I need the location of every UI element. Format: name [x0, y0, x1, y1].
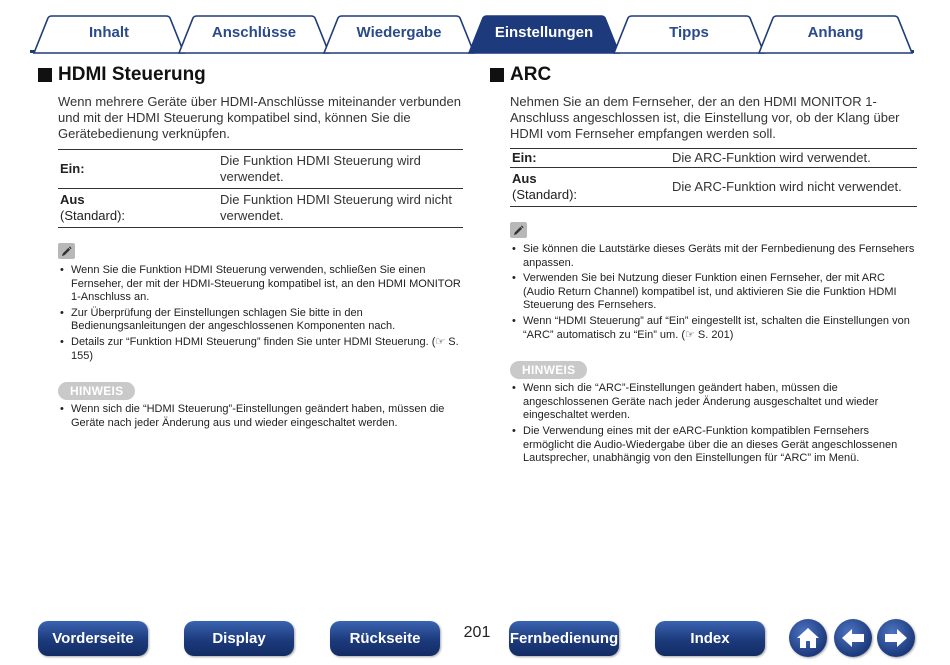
back-button[interactable] — [834, 619, 872, 657]
list-item: • Wenn sich die “ARC”-Einstellungen geändert haben, müssen die angeschlossenen Geräte nach jeder Änderung ausgeschaltet und wieder eingeschaltet werden. — [512, 382, 917, 423]
list-item: • Sie können die Lautstärke dieses Geräts mit der Fernbedienung des Fernsehers anpassen. — [512, 243, 917, 270]
tab-label: Inhalt — [89, 24, 129, 41]
section-hdmi-steuerung — [38, 64, 463, 432]
pencil-icon — [58, 243, 75, 259]
notes-list — [60, 264, 463, 363]
hinweis-list — [60, 403, 463, 430]
option-value: Die ARC-Funktion wird nicht verwendet. — [672, 179, 902, 194]
option-key: Aus — [60, 192, 85, 207]
option-key-sub: (Standard): — [60, 208, 126, 223]
option-value: Die ARC-Funktion wird verwendet. — [672, 150, 871, 165]
tab-label: Anhang — [807, 24, 864, 41]
section-title: ARC — [510, 64, 552, 85]
list-item: • Zur Überprüfung der Einstellungen schlagen Sie bitte in den Bedienungsanleitungen der angeschlossenen Komponenten nach. — [60, 307, 463, 334]
option-key: Ein: — [60, 161, 85, 176]
option-row — [510, 149, 917, 167]
footer-nav — [0, 616, 950, 662]
option-row — [58, 188, 463, 227]
list-item: • Wenn “HDMI Steuerung” auf “Ein” eingestellt ist, schalten die Einstellungen von “ARC” automatisch zu “Ein” um. (☞ S. 201) — [512, 315, 917, 342]
section-title: HDMI Steuerung — [58, 64, 206, 85]
notes-list — [512, 243, 917, 342]
display-button[interactable]: Display — [184, 621, 294, 656]
tab-label: Tipps — [669, 24, 709, 41]
section-intro: Wenn mehrere Geräte über HDMI-Anschlüsse miteinander verbunden und mit der HDMI Steuerung kompatibel sind, können Sie die Gerätebedienung verknüpfen. — [58, 94, 461, 141]
option-key: Aus — [512, 171, 537, 186]
tab-inhalt[interactable] — [34, 16, 184, 53]
tab-tipps[interactable] — [614, 16, 764, 53]
tab-label: Wiedergabe — [356, 24, 442, 41]
list-item: • Verwenden Sie bei Nutzung dieser Funktion einen Fernseher, der mit ARC (Audio Return Channel) kompatibel ist, und aktivieren Sie die Funktion HDMI Steuerung des Fernsehers. — [512, 272, 917, 313]
vorderseite-button[interactable]: Vorderseite — [38, 621, 148, 656]
section-heading — [38, 64, 463, 86]
section-arc — [490, 64, 917, 468]
tab-wiedergabe[interactable] — [324, 16, 474, 53]
tab-anschluesse[interactable] — [179, 16, 329, 53]
hinweis-badge: HINWEIS — [58, 382, 135, 400]
hinweis-list — [512, 382, 917, 466]
options-table — [58, 149, 463, 228]
section-heading — [490, 64, 917, 86]
forward-button[interactable] — [877, 619, 915, 657]
rueckseite-button[interactable]: Rückseite — [330, 621, 440, 656]
options-table — [510, 148, 917, 207]
hinweis-badge: HINWEIS — [510, 361, 587, 379]
option-value: Die Funktion HDMI Steuerung wird nicht verwendet. — [220, 192, 452, 223]
index-button[interactable]: Index — [655, 621, 765, 656]
home-icon — [795, 626, 821, 650]
pencil-icon — [510, 222, 527, 238]
option-value: Die Funktion HDMI Steuerung wird verwendet. — [220, 153, 421, 184]
page-number: 201 — [463, 624, 491, 641]
tab-label: Einstellungen — [494, 24, 594, 41]
square-bullet-icon — [38, 68, 52, 82]
list-item: • Die Verwendung eines mit der eARC-Funktion kompatiblen Fernsehers ermöglicht die Audio-Wiedergabe über die an dieses Gerät angeschlossenen Lautsprecher, unabhängig von den Einstellungen für “ARC” im Menü. — [512, 425, 917, 466]
option-row — [58, 150, 463, 188]
option-key-sub: (Standard): — [512, 187, 578, 202]
list-item: • Wenn sich die “HDMI Steuerung”-Einstellungen geändert haben, müssen die Geräte nach jeder Änderung aus und wieder eingeschaltet werden. — [60, 403, 463, 430]
home-button[interactable] — [789, 619, 827, 657]
square-bullet-icon — [490, 68, 504, 82]
option-key: Ein: — [512, 150, 537, 165]
arrow-left-icon — [840, 627, 866, 649]
list-item: • Wenn Sie die Funktion HDMI Steuerung verwenden, schließen Sie einen Fernseher, der mit der HDMI-Steuerung kompatibel ist, an den HDMI MONITOR 1-Anschluss an. — [60, 264, 463, 305]
tab-label: Anschlüsse — [211, 24, 297, 41]
section-intro: Nehmen Sie an dem Fernseher, der an den HDMI MONITOR 1-Anschluss angeschlossen ist, die Einstellung vor, ob der Klang über HDMI vom Fernseher empfangen werden soll. — [510, 94, 900, 141]
option-row — [510, 167, 917, 206]
tab-bar — [0, 0, 950, 56]
arrow-right-icon — [883, 627, 909, 649]
tab-anhang[interactable] — [759, 16, 912, 53]
fernbedienung-button[interactable]: Fernbedienung — [509, 621, 619, 656]
list-item: • Details zur “Funktion HDMI Steuerung” finden Sie unter HDMI Steuerung. (☞ S. 155) — [60, 336, 463, 363]
tab-einstellungen[interactable] — [469, 16, 619, 53]
